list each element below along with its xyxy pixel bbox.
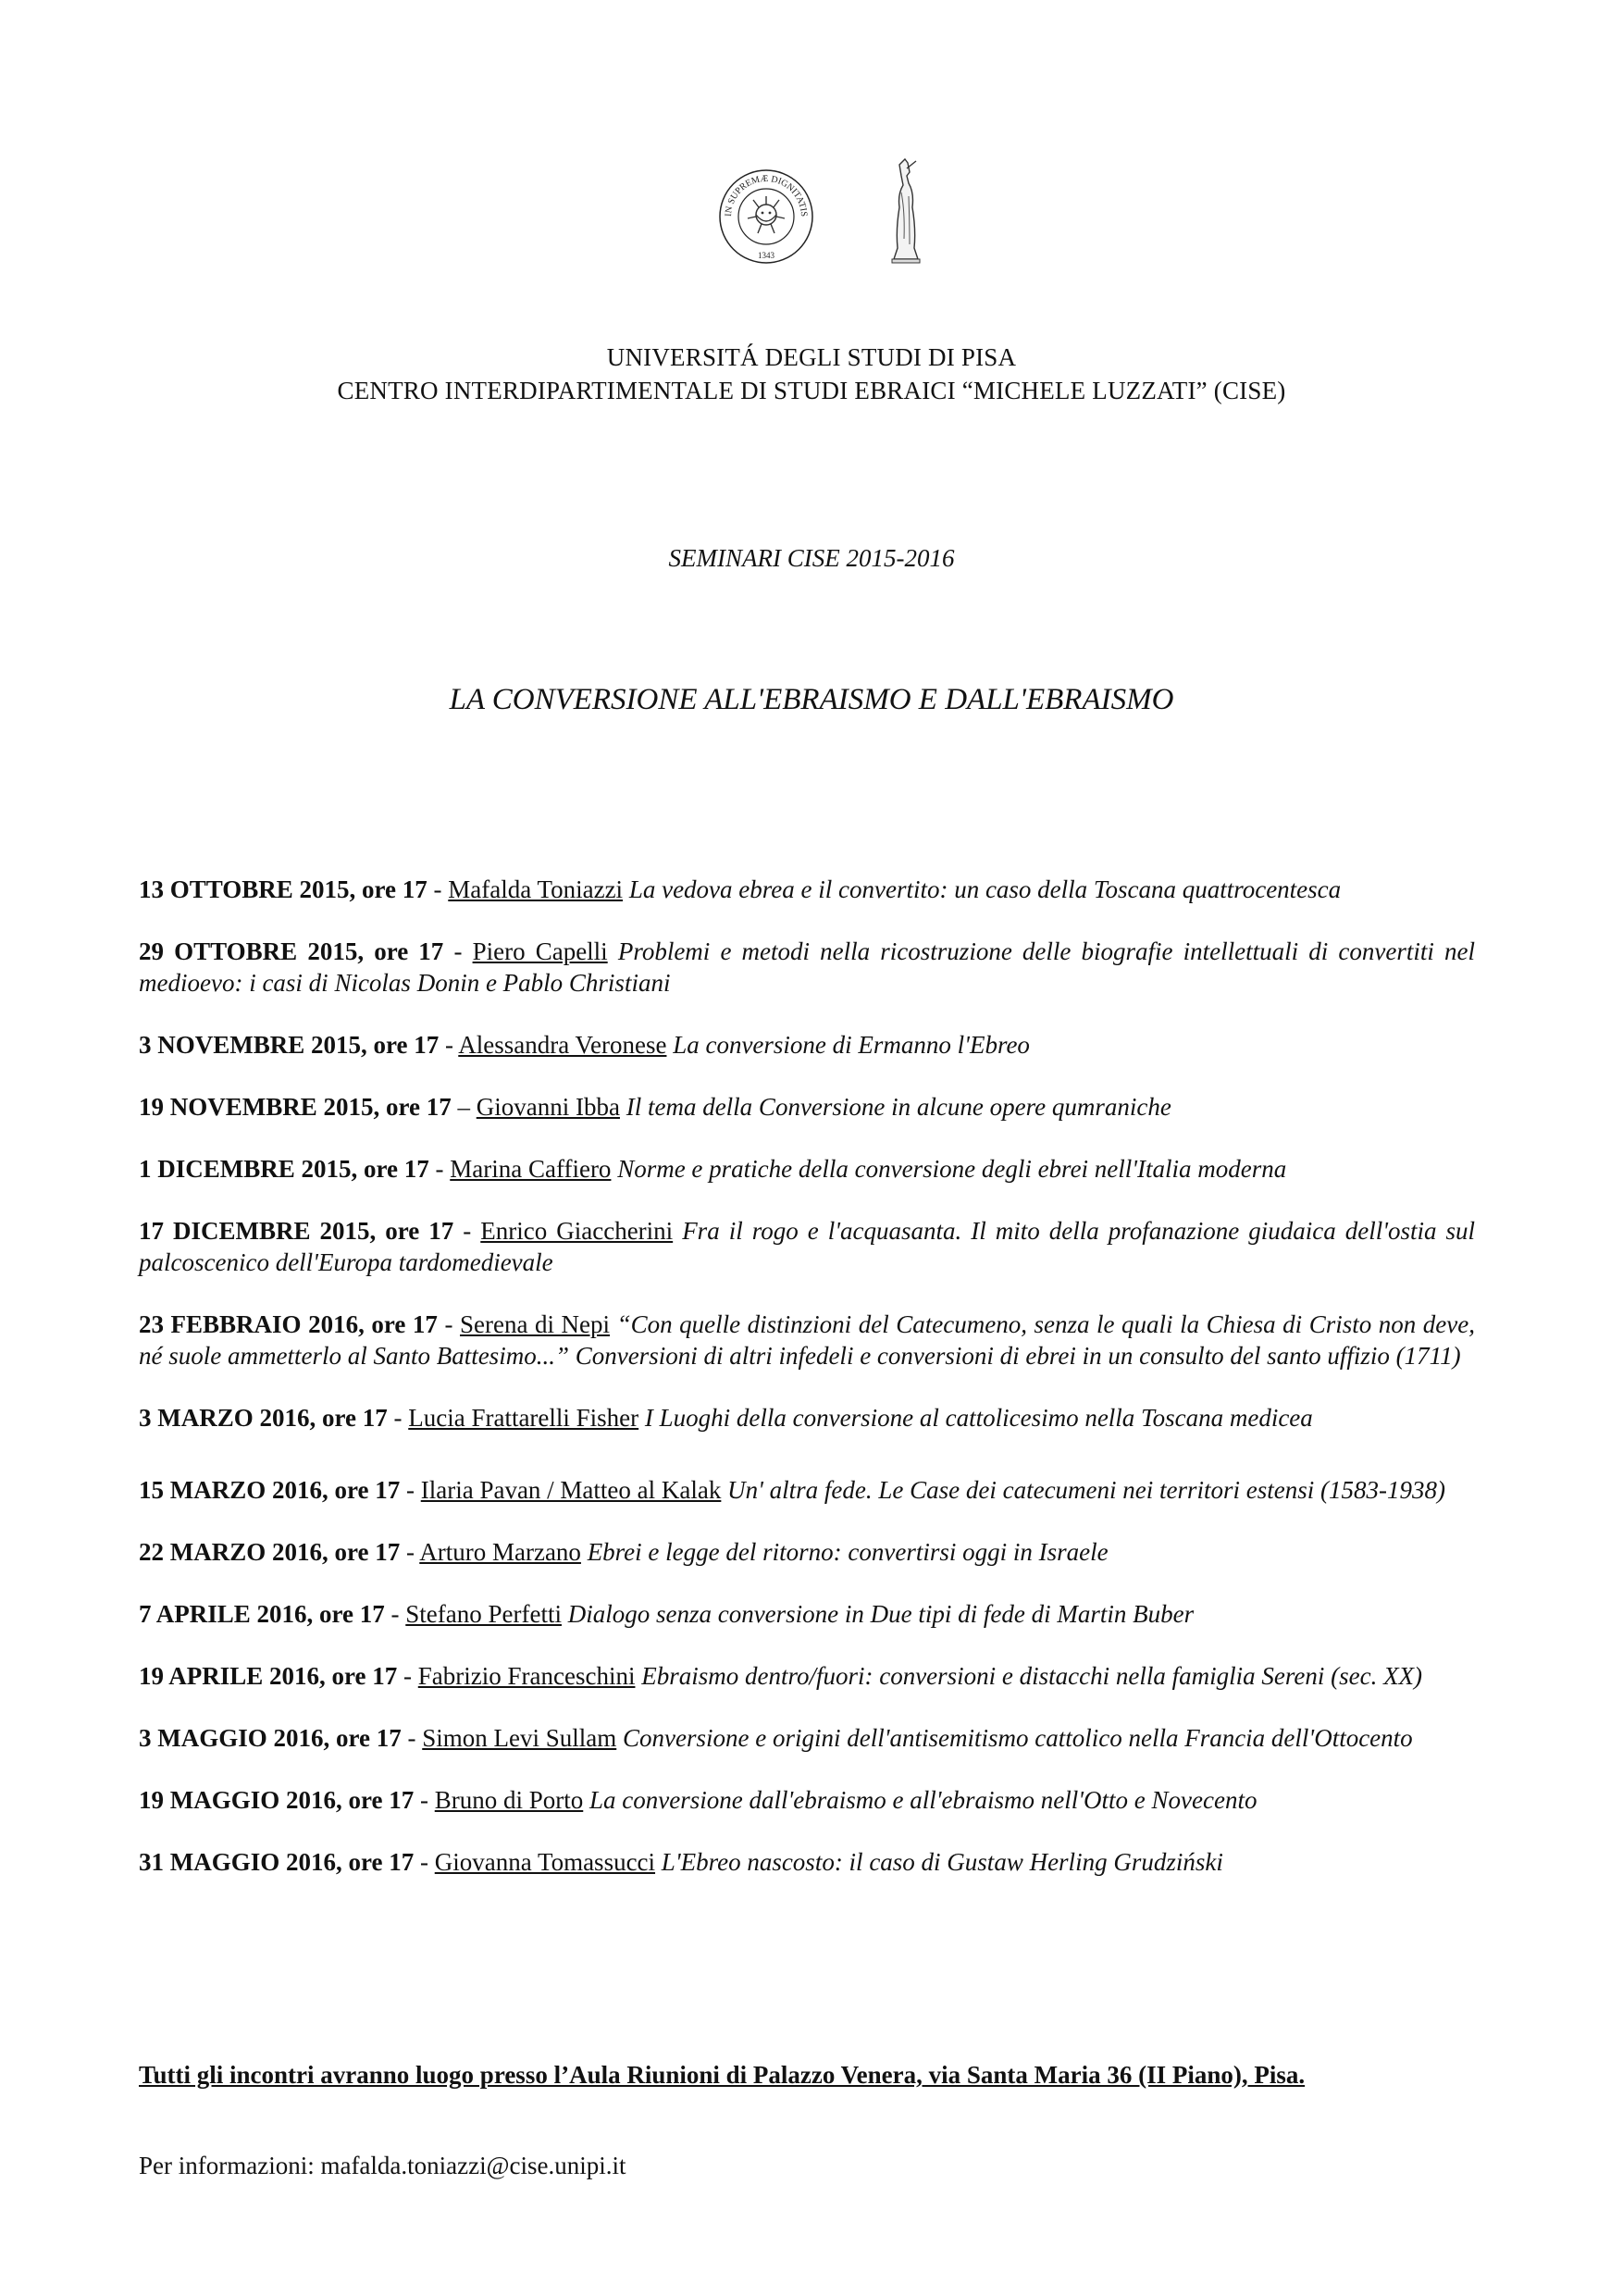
logo-bar <box>0 155 1623 267</box>
separator: - <box>397 1662 418 1690</box>
seminar-speaker: Simon Levi Sullam <box>422 1724 617 1752</box>
seminar-item <box>139 1402 1475 1433</box>
seminar-speaker: Giovanna Tomassucci <box>434 1848 656 1876</box>
main-title: LA CONVERSIONE ALL'EBRAISMO E DALL'EBRAISMO <box>449 683 1174 716</box>
separator: - <box>453 1217 481 1245</box>
seminar-topic: Ebrei e legge del ritorno: convertirsi oggi in Israele <box>587 1538 1109 1566</box>
seminar-item <box>139 1029 1475 1061</box>
seminar-topic: La vedova ebrea e il convertito: un caso della Toscana quattrocentesca <box>628 875 1342 903</box>
seminar-topic: Norme e pratiche della conversione degli ebrei nell'Italia moderna <box>617 1155 1287 1183</box>
seminar-topic: Conversione e origini dell'antisemitismo cattolico nella Francia dell'Ottocento <box>623 1724 1413 1752</box>
seminar-speaker: Piero Capelli <box>472 937 608 965</box>
seminar-date: 15 MARZO 2016, ore 17 <box>139 1476 401 1504</box>
seminar-item <box>139 1536 1475 1568</box>
seminar-item <box>139 1091 1475 1123</box>
seminar-topic: La conversione di Ermanno l'Ebreo <box>673 1031 1030 1059</box>
seminar-speaker: Arturo Marzano <box>419 1538 581 1566</box>
separator: - <box>437 1310 460 1338</box>
seminar-date: 31 MAGGIO 2016, ore 17 <box>139 1848 415 1876</box>
seminar-date: 3 MAGGIO 2016, ore 17 <box>139 1724 402 1752</box>
contact-label: Per informazioni: <box>139 2152 321 2179</box>
seminar-item <box>139 1722 1475 1754</box>
venue-note: Tutti gli incontri avranno luogo presso l’Aula Riunioni di Palazzo Venera, via Santa Maria 36 (II Piano), Pisa. <box>139 2061 1306 2089</box>
seminar-item <box>139 1846 1475 1878</box>
seminar-item <box>139 1660 1475 1692</box>
contact-email[interactable]: mafalda.toniazzi@cise.unipi.it <box>320 2152 626 2179</box>
separator: - <box>428 1155 451 1183</box>
seminar-topic: Un' altra fede. Le Case dei catecumeni nei territori estensi (1583-1938) <box>727 1476 1445 1504</box>
seminar-speaker: Mafalda Toniazzi <box>448 875 624 903</box>
seminar-item <box>139 1309 1475 1371</box>
seminar-date: 19 MAGGIO 2016, ore 17 <box>139 1786 415 1814</box>
separator: - <box>439 1031 459 1059</box>
seminar-speaker: Giovanni Ibba <box>476 1093 620 1121</box>
seminar-date: 7 APRILE 2016, ore 17 <box>139 1600 385 1628</box>
seminar-date: 1 DICEMBRE 2015, ore 17 <box>139 1155 429 1183</box>
university-name: UNIVERSITÁ DEGLI STUDI DI PISA <box>606 343 1017 371</box>
seminar-list <box>139 874 1475 1908</box>
separator: - <box>427 875 449 903</box>
contact-line <box>139 2152 1475 2180</box>
separator: - <box>414 1786 435 1814</box>
separator: - <box>387 1404 409 1432</box>
separator: - <box>400 1538 420 1566</box>
seminar-speaker: Alessandra Veronese <box>458 1031 667 1059</box>
seminar-item <box>139 1215 1475 1278</box>
separator: – <box>451 1093 477 1121</box>
seminar-date: 22 MARZO 2016, ore 17 <box>139 1538 401 1566</box>
seminar-speaker: Enrico Giaccherini <box>480 1217 674 1245</box>
seminar-topic: Ebraismo dentro/fuori: conversioni e distacchi nella famiglia Sereni (sec. XX) <box>641 1662 1423 1690</box>
seminar-item <box>139 1784 1475 1816</box>
seminar-date: 13 OTTOBRE 2015, ore 17 <box>139 875 427 903</box>
separator: - <box>400 1476 421 1504</box>
seminar-topic: Dialogo senza conversione in Due tipi di fede di Martin Buber <box>567 1600 1195 1628</box>
separator: - <box>414 1848 435 1876</box>
separator: - <box>401 1724 423 1752</box>
seminar-topic: I Luoghi della conversione al cattolicesimo nella Toscana medicea <box>644 1404 1313 1432</box>
seminar-speaker: Fabrizio Franceschini <box>417 1662 636 1690</box>
statue-figure-icon <box>879 155 931 265</box>
seminar-topic: La conversione dall'ebraismo e all'ebraismo nell'Otto e Novecento <box>589 1786 1258 1814</box>
separator: - <box>443 937 473 965</box>
seminar-date: 3 NOVEMBRE 2015, ore 17 <box>139 1031 440 1059</box>
seminar-speaker: Marina Caffiero <box>450 1155 612 1183</box>
seal-year: 1343 <box>758 251 774 260</box>
series-title: SEMINARI CISE 2015-2016 <box>668 544 955 572</box>
centre-name: CENTRO INTERDIPARTIMENTALE DI STUDI EBRAICI “MICHELE LUZZATI” (CISE) <box>337 377 1286 404</box>
seminar-topic: Problemi e metodi nella ricostruzione delle biografie intellettuali di convertiti nel medioevo: i casi di Nicolas Donin e Pablo Christiani <box>139 937 1475 997</box>
seminar-date: 17 DICEMBRE 2015, ore 17 <box>139 1217 454 1245</box>
university-seal-icon <box>718 168 814 265</box>
seminar-speaker: Serena di Nepi <box>460 1310 611 1338</box>
seminar-item <box>139 874 1475 905</box>
seminar-speaker: Ilaria Pavan / Matteo al Kalak <box>420 1476 722 1504</box>
seminar-date: 23 FEBBRAIO 2016, ore 17 <box>139 1310 438 1338</box>
seminar-topic: Fra il rogo e l'acquasanta. Il mito della profanazione giudaica dell'ostia sul palcoscenico dell'Europa tardomedievale <box>139 1217 1475 1276</box>
seminar-date: 19 NOVEMBRE 2015, ore 17 <box>139 1093 452 1121</box>
seminar-date: 29 OTTOBRE 2015, ore 17 <box>139 937 444 965</box>
seminar-date: 3 MARZO 2016, ore 17 <box>139 1404 388 1432</box>
seminar-speaker: Bruno di Porto <box>434 1786 584 1814</box>
seminar-speaker: Lucia Frattarelli Fisher <box>408 1404 639 1432</box>
institution-header <box>0 341 1623 407</box>
seminar-item <box>139 1598 1475 1630</box>
seminar-topic: “Con quelle distinzioni del Catecumeno, senza le quali la Chiesa di Cristo non deve, né suole ammetterlo al Santo Battesimo...” Conversioni di altri infedeli e conversioni di ebrei in un consulto del santo uffizio (1711) <box>139 1310 1476 1370</box>
seal-text: IN SUPREMÆ DIGNITATIS <box>723 173 810 217</box>
seminar-item <box>139 1474 1475 1506</box>
seminar-item <box>139 936 1475 999</box>
seminar-topic: Il tema della Conversione in alcune opere qumraniche <box>626 1093 1171 1121</box>
separator: - <box>384 1600 406 1628</box>
seminar-speaker: Stefano Perfetti <box>405 1600 562 1628</box>
seminar-topic: L'Ebreo nascosto: il caso di Gustaw Herling Grudziński <box>661 1848 1223 1876</box>
seminar-item <box>139 1153 1475 1185</box>
seminar-date: 19 APRILE 2016, ore 17 <box>139 1662 398 1690</box>
